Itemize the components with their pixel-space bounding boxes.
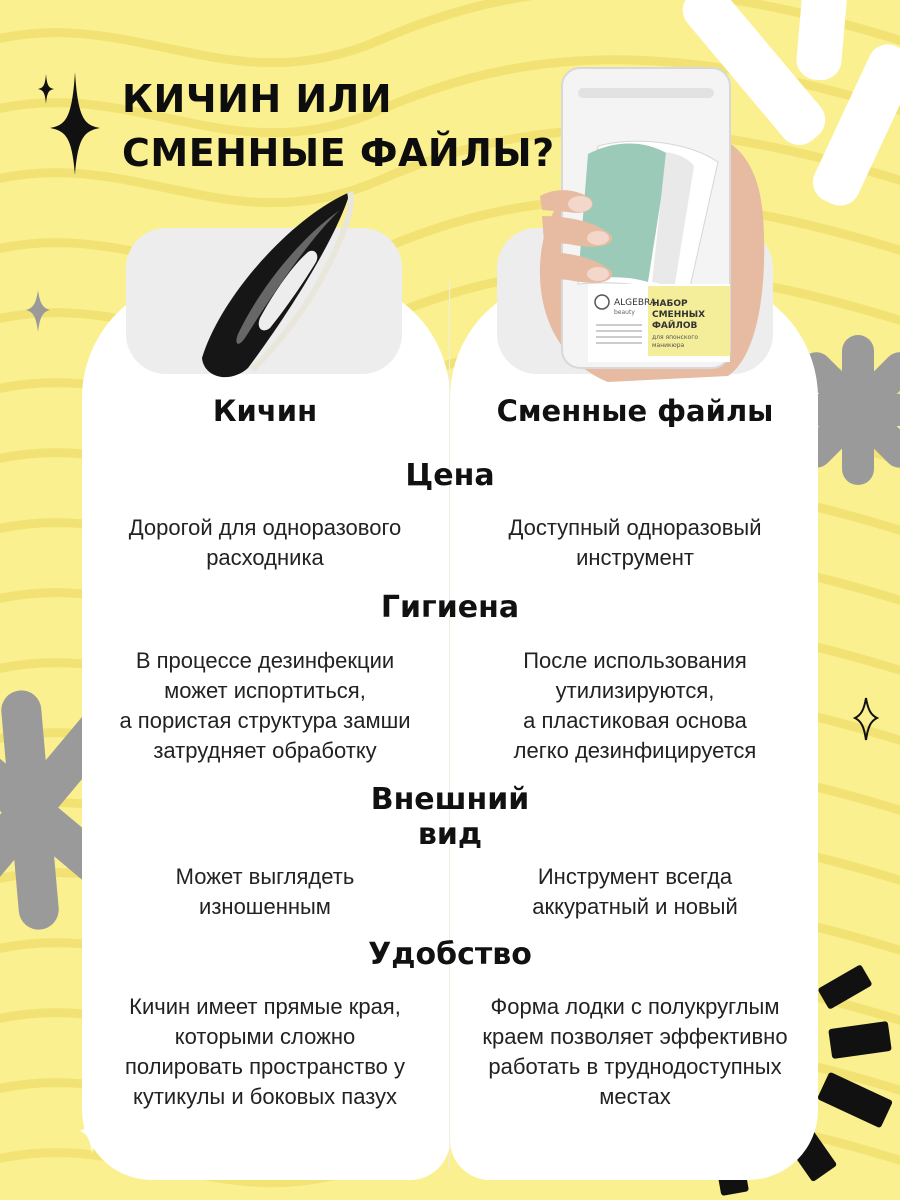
section-heading-appearance: Внешний вид (370, 782, 530, 852)
section-heading-hygiene: Гигиена (380, 590, 520, 625)
replacement-files-package-image (528, 66, 768, 386)
package-brand: ALGEBRA (614, 298, 657, 308)
appearance-left-text: Может выглядеть изношенным (175, 864, 355, 919)
column-heading-files: Сменные файлы (496, 394, 774, 428)
hygiene-left-text: В процессе дезинфекции может испортиться, а пористая структура замши затрудняет обработку (119, 648, 411, 763)
package-label-line: ФАЙЛОВ (652, 321, 698, 331)
package-label-line: НАБОР (652, 299, 688, 309)
convenience-right-text: Форма лодки с полукруглым краем позволяет эффективно работать в труднодоступных местах (482, 994, 788, 1109)
package-label-sub: для японского (652, 334, 699, 341)
price-left-text: Дорогой для одноразового расходника (128, 515, 402, 570)
package-label-sub: маникюра (652, 342, 685, 349)
page-title-line: СМЕННЫЕ ФАЙЛЫ? (122, 131, 555, 175)
column-heading-kichin: Кичин (212, 394, 318, 428)
page-title (122, 72, 555, 180)
page-title-line: КИЧИН ИЛИ (122, 77, 393, 121)
appearance-right-text: Инструмент всегда аккуратный и новый (532, 864, 738, 919)
hygiene-right-text: После использования утилизируются, а пластиковая основа легко дезинфицируется (513, 648, 757, 763)
column-divider (449, 280, 450, 1170)
convenience-left-text: Кичин имеет прямые края, которыми сложно полировать пространство у кутикулы и боковых пазух (124, 994, 406, 1109)
section-heading-price: Цена (405, 458, 495, 493)
price-right-text: Доступный одноразовый инструмент (508, 515, 762, 570)
section-heading-convenience: Удобство (368, 937, 532, 972)
kichin-tool-image (190, 188, 360, 383)
package-brand-sub: beauty (614, 309, 635, 316)
package-label-line: СМЕННЫХ (652, 310, 706, 320)
